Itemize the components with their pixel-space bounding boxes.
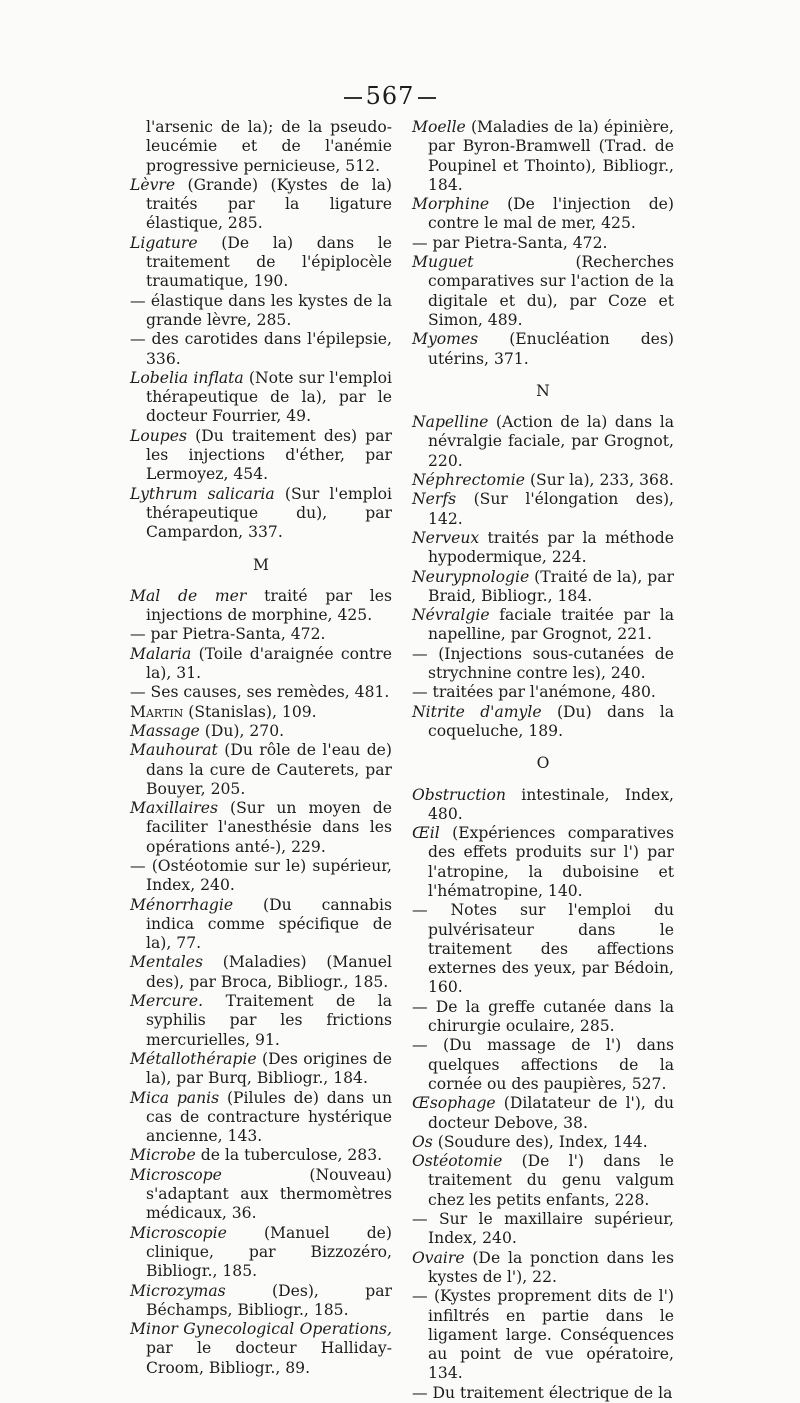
- entry-headword: Muguet: [412, 253, 474, 272]
- entry-text: intestinale, Index, 480.: [428, 785, 674, 823]
- index-entry: [130, 857, 392, 896]
- index-entry: [130, 1089, 392, 1147]
- index-entry: [412, 1036, 674, 1094]
- page-number: 567: [330, 82, 450, 110]
- index-entry: [412, 413, 674, 471]
- entry-text: Traitement de la syphilis par les frictions mercurielles, 91.: [146, 992, 392, 1049]
- index-entry: [412, 330, 674, 369]
- entry-text: (Pilules de) dans un cas de contracture hystérique ancienne, 143.: [146, 1088, 392, 1146]
- index-entry: [412, 1094, 674, 1133]
- entry-headword: Ménorrhagie: [130, 895, 234, 914]
- index-entry: [412, 490, 674, 529]
- index-entry: [412, 1152, 674, 1210]
- entry-text: (Du rôle de l'eau de) dans la cure de Cauterets, par Bouyer, 205.: [146, 741, 392, 798]
- entry-headword: Morphine: [412, 195, 490, 214]
- entry-headword: Nerfs: [412, 490, 457, 509]
- index-entry: [412, 253, 674, 330]
- entry-text: (Note sur l'emploi thérapeutique de la), par le docteur Fourrier, 49.: [146, 368, 392, 426]
- entry-text: — des carotides dans l'épilepsie, 336.: [130, 330, 392, 368]
- entry-text: (Recherches comparatives sur l'action de la digitale et du), par Coze et Simon, 489.: [428, 253, 674, 329]
- index-entry: [412, 786, 674, 825]
- entry-text: traités par la méthode hypodermique, 224.: [428, 528, 674, 567]
- index-entry: [412, 118, 674, 195]
- index-entry: [130, 1320, 392, 1378]
- entry-headword: Œil: [412, 824, 440, 843]
- index-entry: [130, 1282, 392, 1321]
- entry-text: — Du traitement électrique de la: [412, 1383, 673, 1402]
- entry-text: — par Pietra-Santa, 472.: [412, 233, 608, 252]
- index-entry: [412, 1210, 674, 1249]
- entry-headword: Napelline: [412, 413, 489, 432]
- entry-text: (Maladies de la) épinière, par Byron-Bramwell (Trad. de Poupinel et Thointo), Bibliogr., 184.: [428, 118, 674, 194]
- index-entry: [130, 722, 392, 741]
- entry-text: (Nouveau) s'adaptant aux thermomètres médicaux, 36.: [146, 1165, 392, 1223]
- index-entry: [130, 176, 392, 234]
- entry-text: (Du traitement des) par les injections d'éther, par Lermoyez, 454.: [146, 426, 392, 484]
- entry-author-name: Martin: [130, 702, 184, 721]
- entry-text: (Action de la) dans la névralgie faciale, par Grognot, 220.: [428, 413, 674, 470]
- entry-headword: Mercure.: [130, 992, 204, 1011]
- index-entry: [130, 369, 392, 427]
- entry-headword: Mentales: [130, 953, 204, 972]
- index-entry: [412, 1384, 674, 1403]
- entry-text: (Sur un moyen de faciliter l'anesthésie dans les opérations anté-), 229.: [146, 799, 392, 856]
- entry-text: traité par les injections de morphine, 425.: [146, 586, 392, 625]
- entry-text: de la tuberculose, 283.: [195, 1146, 383, 1165]
- entry-text: (Des), par Béchamps, Bibliogr., 185.: [146, 1281, 392, 1319]
- index-entry: [412, 901, 674, 997]
- entry-headword: Mauhourat: [130, 741, 218, 760]
- index-entry: [412, 703, 674, 742]
- index-entry: [130, 896, 392, 954]
- index-entry: [412, 1133, 674, 1152]
- entry-text: — (Kystes proprement dits de l') infiltrés en partie dans le ligament large. Conséquences au point de vue opératoire, 134.: [412, 1287, 674, 1383]
- entry-headword: Ligature: [130, 233, 198, 252]
- entry-headword: Ovaire: [412, 1248, 465, 1267]
- index-entry: [130, 234, 392, 292]
- entry-text: (Stanislas), 109.: [183, 702, 317, 721]
- entry-headword: Nerveux: [412, 528, 480, 547]
- entry-text: (Soudure des), Index, 144.: [432, 1132, 648, 1151]
- entry-text: l'arsenic de la); de la pseudo-leucémie et de l'anémie progressive pernicieuse, 512.: [146, 118, 392, 175]
- index-entry: [130, 799, 392, 857]
- entry-headword: Maxillaires: [130, 799, 218, 818]
- index-entry: [412, 1249, 674, 1288]
- entry-headword: Mica panis: [130, 1088, 220, 1107]
- index-entry: [412, 568, 674, 607]
- entry-text: (De l'injection de) contre le mal de mer, 425.: [428, 195, 674, 233]
- entry-headword: Œsophage: [412, 1094, 496, 1113]
- index-entry: [412, 471, 674, 490]
- entry-text: — par Pietra-Santa, 472.: [130, 625, 326, 644]
- entry-text: (De la ponction dans les kystes de l'), 22.: [428, 1248, 674, 1286]
- entry-headword: Ostéotomie: [412, 1152, 503, 1171]
- entry-text: (Enucléation des) utérins, 371.: [428, 330, 674, 368]
- entry-text: (Du), 270.: [199, 721, 285, 740]
- entry-text: (Traité de la), par Braid, Bibliogr., 184.: [428, 567, 674, 605]
- right-column: [412, 118, 674, 1403]
- entry-headword: Névralgie: [412, 606, 490, 625]
- entry-text: (De l') dans le traitement du genu valgum chez les petits enfants, 228.: [428, 1152, 674, 1209]
- entry-text: (Dilatateur de l'), du docteur Debove, 38.: [428, 1094, 674, 1132]
- index-entry: [130, 118, 392, 176]
- index-entry: [130, 741, 392, 799]
- entry-text: — De la greffe cutanée dans la chirurgie oculaire, 285.: [412, 997, 674, 1036]
- entry-text: (Du) dans la coqueluche, 189.: [428, 702, 674, 740]
- index-entry: [412, 529, 674, 568]
- entry-text: (Grande) (Kystes de la) traités par la ligature élastique, 285.: [146, 175, 392, 233]
- index-entry: [412, 1287, 674, 1383]
- entry-text: — Sur le maxillaire supérieur, Index, 240.: [412, 1210, 674, 1248]
- index-entry: [130, 992, 392, 1050]
- entry-text: (Toile d'araignée contre la), 31.: [146, 644, 392, 683]
- index-entry: [130, 587, 392, 626]
- index-entry: [130, 645, 392, 684]
- index-entry: [130, 330, 392, 369]
- index-entry: [130, 703, 392, 722]
- entry-headword: Moelle: [412, 118, 466, 136]
- section-letter: O: [536, 754, 550, 773]
- index-entry: [130, 625, 392, 644]
- entry-text: — élastique dans les kystes de la grande lèvre, 285.: [130, 291, 392, 329]
- index-entry: [130, 485, 392, 543]
- entry-text: — Notes sur l'emploi du pulvérisateur dans le traitement des affections externes des yeux, par Bédoin, 160.: [412, 901, 674, 997]
- section-letter: N: [536, 381, 550, 400]
- entry-text: — Ses causes, ses remèdes, 481.: [130, 683, 390, 702]
- entry-headword: Lythrum salicaria: [130, 484, 275, 503]
- index-entry: [412, 195, 674, 234]
- index-entry: [130, 1166, 392, 1224]
- entry-text: faciale traitée par la napelline, par Grognot, 221.: [428, 606, 674, 644]
- entry-headword: Nitrite d'amyle: [412, 702, 542, 721]
- index-entry: [412, 645, 674, 684]
- entry-headword: Microbe: [130, 1146, 196, 1165]
- index-entry: [412, 606, 674, 645]
- entry-text: (Manuel de) clinique, par Bizzozéro, Bibliogr., 185.: [146, 1223, 392, 1281]
- index-entry: [130, 683, 392, 702]
- entry-text: (Maladies) (Manuel des), par Broca, Bibliogr., 185.: [146, 953, 392, 991]
- index-entry: [130, 1146, 392, 1165]
- entry-headword: Lobelia inflata: [130, 368, 244, 387]
- index-entry: [130, 427, 392, 485]
- entry-headword: Malaria: [130, 644, 192, 663]
- index-entry: [412, 234, 674, 253]
- entry-headword: Massage: [130, 721, 200, 740]
- entry-text: — traitées par l'anémone, 480.: [412, 683, 656, 702]
- index-entry: [412, 998, 674, 1037]
- entry-headword: Obstruction: [412, 785, 506, 804]
- index-entry: [130, 1050, 392, 1089]
- left-column: [130, 118, 392, 1378]
- entry-text: — (Injections sous-cutanées de strychnine contre les), 240.: [412, 644, 674, 683]
- entry-headword: Neurypnologie: [412, 567, 530, 586]
- entry-text: — (Ostéotomie sur le) supérieur, Index, 240.: [130, 856, 392, 895]
- entry-headword: Microzymas: [130, 1281, 226, 1300]
- entry-text: (Expériences comparatives des effets produits sur l') par l'atropine, la duboisine et l'hématropine, 140.: [428, 824, 674, 900]
- entry-text: (De la) dans le traitement de l'épiplocèle traumatique, 190.: [146, 233, 392, 291]
- entry-headword: Myomes: [412, 330, 479, 349]
- index-entry: [130, 292, 392, 331]
- entry-headword: Microscope: [130, 1165, 222, 1184]
- entry-text: par le docteur Halliday-Croom, Bibliogr., 89.: [146, 1339, 392, 1377]
- entry-text: (Sur la), 233, 368.: [524, 471, 674, 490]
- index-entry: [130, 1224, 392, 1282]
- entry-headword: Métallothérapie: [130, 1049, 257, 1068]
- entry-text: (Sur l'emploi thérapeutique du), par Campardon, 337.: [146, 484, 392, 542]
- entry-text: — (Du massage de l') dans quelques affections de la cornée ou des paupières, 527.: [412, 1036, 674, 1093]
- entry-headword: Minor Gynecological Operations,: [130, 1320, 392, 1339]
- index-entry: [412, 824, 674, 901]
- section-letter: M: [253, 555, 269, 574]
- entry-headword: Mal de mer: [130, 586, 247, 605]
- entry-headword: Néphrectomie: [412, 471, 525, 490]
- entry-text: (Des origines de la), par Burq, Bibliogr., 184.: [146, 1049, 392, 1088]
- entry-text: (Sur l'élongation des), 142.: [428, 490, 674, 528]
- entry-text: (Du cannabis indica comme spécifique de la), 77.: [146, 895, 392, 953]
- entry-headword: Lèvre: [130, 175, 176, 194]
- entry-headword: Loupes: [130, 426, 187, 445]
- entry-headword: Os: [412, 1132, 433, 1151]
- index-entry: [130, 953, 392, 992]
- index-entry: [412, 683, 674, 702]
- entry-headword: Microscopie: [130, 1223, 227, 1242]
